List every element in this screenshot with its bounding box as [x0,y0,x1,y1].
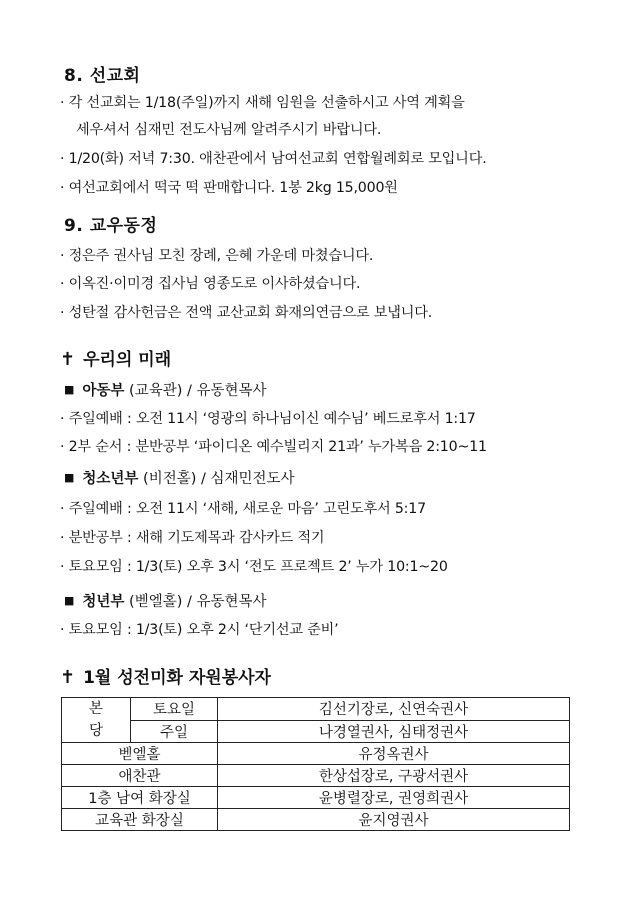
group-name: 청소년부 [82,471,139,487]
cross-icon: ✝ [60,667,76,688]
square-bullet-icon: ■ [64,594,75,607]
row-label: 교육관 화장실 [62,809,218,831]
row-label: 주일 [131,720,218,743]
row-label: 1층 남여 화장실 [62,787,218,809]
group-youth-heading [64,467,295,488]
group-name: 청년부 [82,594,125,610]
row-names: 유정옥권사 [218,743,570,765]
section-9-title: 9. 교우동정 [64,216,158,236]
group-detail: (벧엘홀) / 유동현목사 [129,594,267,610]
group-detail: (교육관) / 유동현목사 [129,383,267,399]
section-8-line-2: 세우셔서 심재민 전도사님께 알려주시기 바랍니다. [76,122,382,138]
row-names: 윤병렬장로, 권영희권사 [218,787,570,809]
table-row [62,787,570,809]
group-youth-line-1: · 주일예배 : 오전 11시 ‘새해, 새로운 마음’ 고린도후서 5:17 [60,501,426,517]
table-row [62,743,570,765]
cross-icon: ✝ [60,349,76,370]
section-8-title: 8. 선교회 [64,66,141,86]
future-heading [60,345,171,370]
row-names: 나경열권사, 심태정권사 [218,720,570,743]
section-9-line-3: · 성탄절 감사헌금은 전액 교산교회 화재의연금으로 보냅니다. [60,305,433,321]
square-bullet-icon: ■ [64,471,75,484]
section-9-line-1: · 정은주 권사님 모친 장례, 은혜 가운데 마쳤습니다. [60,248,374,264]
table-row [62,809,570,831]
row-names: 김선기장로, 신연숙권사 [218,698,570,721]
volunteers-heading [60,663,271,688]
group-name: 아동부 [82,383,125,399]
volunteers-title: 1월 성전미화 자원봉사자 [83,668,271,688]
group-children-line-1: · 주일예배 : 오전 11시 ‘영광의 하나님이신 예수님’ 베드로후서 1:17 [60,411,476,427]
section-8-line-4: · 여선교회에서 떡국 떡 판매합니다. 1봉 2kg 15,000원 [60,180,398,196]
main-sanctuary-label-text: 본 당 [88,701,103,739]
group-youth-line-3: · 토요모임 : 1/3(토) 오후 3시 ‘전도 프로젝트 2’ 누가 10:1~20 [60,559,448,575]
volunteers-table [61,697,570,831]
group-children-heading [64,379,267,400]
row-names: 윤지영권사 [218,809,570,831]
row-names: 한상섭장로, 구광서권사 [218,765,570,787]
group-detail: (비전홀) / 심재민전도사 [143,471,295,487]
future-title: 우리의 미래 [83,350,172,370]
group-young-adults-heading [64,590,267,611]
row-label: 벧엘홀 [62,743,218,765]
square-bullet-icon: ■ [64,383,75,396]
section-9-line-2: · 이옥진·이미경 집사님 영종도로 이사하셨습니다. [60,276,361,292]
row-label: 토요일 [131,698,218,721]
table-row [62,698,570,721]
main-sanctuary-label [62,698,131,743]
group-young-adults-line-1: · 토요모임 : 1/3(토) 오후 2시 ‘단기선교 준비’ [60,622,339,638]
section-8-line-1: · 각 선교회는 1/18(주일)까지 새해 임원을 선출하시고 사역 계획을 [60,95,465,111]
table-row [62,720,570,743]
row-label: 애찬관 [62,765,218,787]
group-children-line-2: · 2부 순서 : 분반공부 ‘파이디온 예수빌리지 21과’ 누가복음 2:10~11 [60,439,487,455]
group-youth-line-2: · 분반공부 : 새해 기도제목과 감사카드 적기 [60,530,325,546]
section-8-line-3: · 1/20(화) 저녁 7:30. 애찬관에서 남여선교회 연합월례회로 모입니다. [60,151,487,167]
table-row [62,765,570,787]
